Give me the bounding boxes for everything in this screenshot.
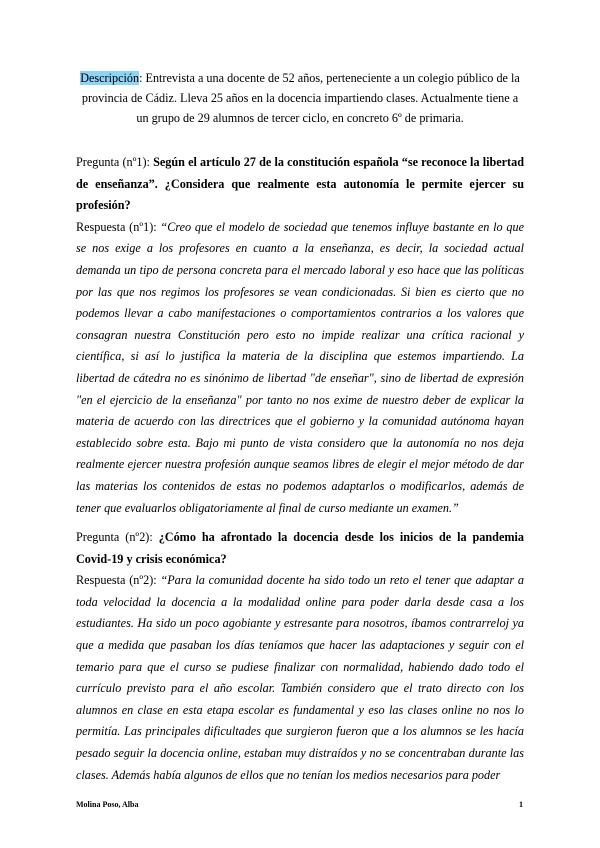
question-2-label: Pregunta (nº2): [76,530,159,544]
footer-page-number: 1 [519,800,523,809]
question-block-2 [76,527,524,786]
description-label: Descripción [80,71,140,85]
answer-1-label: Respuesta (nº1): [76,219,161,234]
footer-author: Molina Poso, Alba [76,800,139,809]
question-1-text: Según el artículo 27 de la constitución española “se reconoce la libertad de enseñanza”. ¿Considera que realmente esta autonomía le permite ejercer su profesión? [76,155,524,213]
answer-1-text: “Creo que el modelo de sociedad que tenemos influye bastante en lo que se nos exige a los profesores en cuanto a la enseñanza, es decir, la sociedad actual demanda un tipo de persona concreta para el mercado laboral y eso hace que las políticas por las que nos regimos los profesores se vean condicionadas. Si bien es cierto que no podemos llevar a cabo manifestaciones o comportamientos contrarios a los valores que consagran nuestra Constitución pero esto no impide realizar una crítica racional y científica, si así lo justifica la materia de la disciplina que estemos impartiendo. La libertad de cátedra no es sinónimo de libertad "de enseñar", sino de libertad de expresión "en el ejercicio de la enseñanza" por tanto no nos exime de nuestro deber de explicar la materia de acuerdo con las directrices que el gobierno y la comunidad autónoma hayan establecido sobre esta. Bajo mi punto de vista considero que la autonomía no nos deja realmente ejercer nuestra profesión aunque seamos libres de elegir el mejor método de dar las materias los contenidos de estas no podemos adaptarlos o modificarlos, además de tener que evaluarlos obligatoriamente al final de curso mediante un examen.” [76,219,524,515]
answer-2-label: Respuesta (nº2): [76,573,161,588]
answer-2 [76,570,524,786]
question-1-label: Pregunta (nº1): [76,155,154,169]
description-paragraph [76,68,524,128]
description-text: : Entrevista a una docente de 52 años, perteneciente a un colegio público de la provincia de Cádiz. Lleva 25 años en la docencia impartiendo clases. Actualmente tiene a un grupo de 29 alumnos de tercer ciclo, en concreto 6º de primaria. [81,71,520,125]
question-block-1 [76,152,524,519]
question-2-text: ¿Cómo ha afrontado la docencia desde los inicios de la pandemia Covid-19 y crisis económica? [76,530,524,566]
question-1 [76,152,524,217]
answer-1 [76,217,524,519]
question-2 [76,527,524,570]
answer-2-text: “Para la comunidad docente ha sido todo un reto el tener que adaptar a toda velocidad la docencia a la modalidad online para poder darla desde casa a los estudiantes. Ha sido un poco agobiante y estresante para nosotros, íbamos contrarreloj ya que a medida que pasaban los días teníamos que hacer las adaptaciones y seguir con el temario para que el curso se pudiese finalizar con normalidad, habiendo dado todo el currículo previsto para el año escolar. También considero que el trato directo con los alumnos en clase en esta etapa escolar es fundamental y eso las clases online no nos lo permitía. Las principales dificultades que surgieron fueron que a los alumnos se les hacía pesado seguir la docencia online, estaban muy distraídos y no se concentraban durante las clases. Además había algunos de ellos que no tenían los medios necesarios para poder [76,573,524,782]
